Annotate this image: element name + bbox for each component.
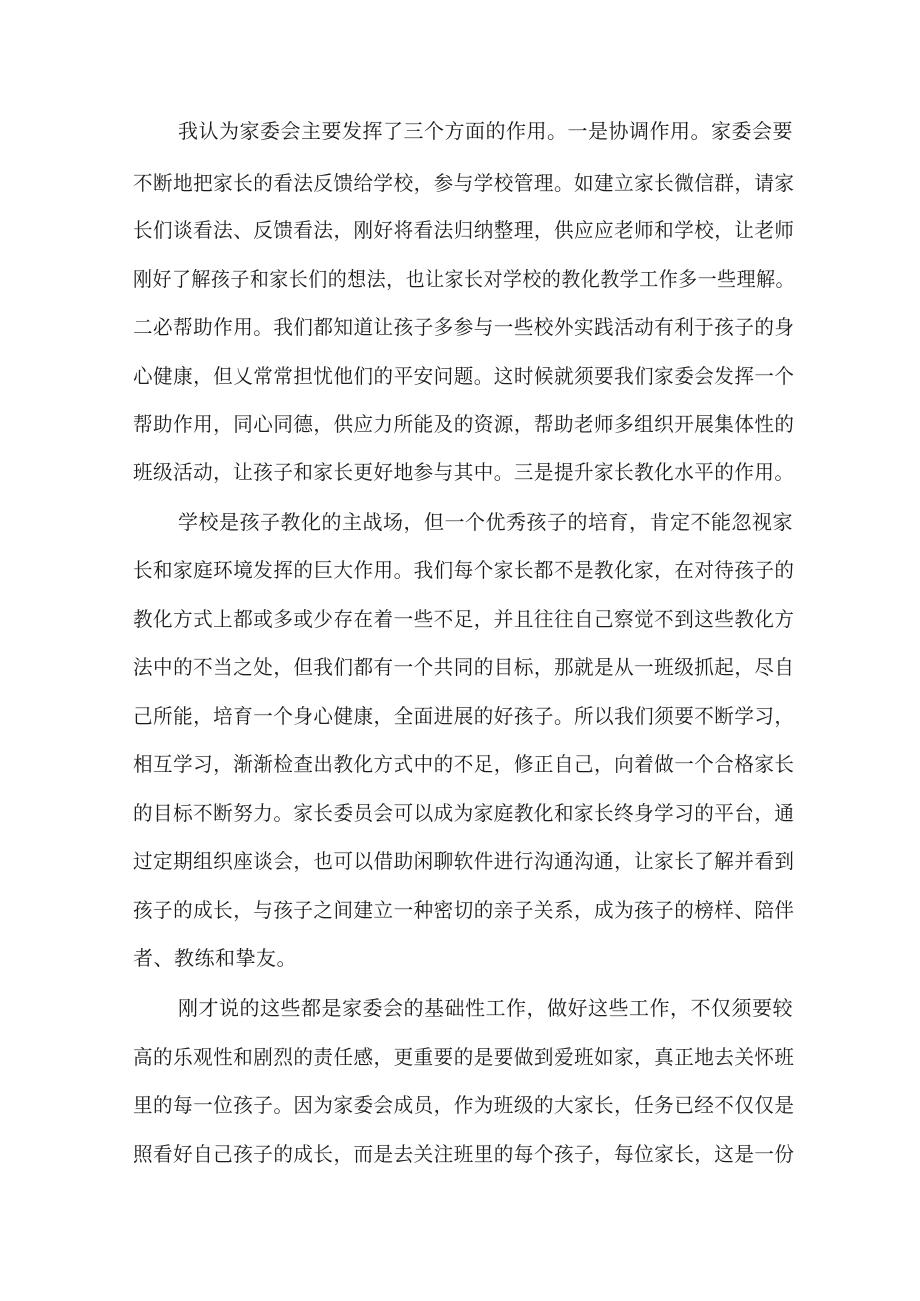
paragraph-3-line-1: 刚才说的这些都是家委会的基础性工作，做好这些工作，不仅须要较 [178, 996, 793, 1020]
paragraph-1-line-2: 不断地把家长的看法反馈给学校，参与学校管理。如建立家长微信群，请家 [133, 171, 795, 195]
paragraph-2-line-4: 法中的不当之处，但我们都有一个共同的目标，那就是从一班级抓起，尽自 [133, 655, 795, 679]
paragraph-2-line-3: 教化方式上都或多或少存在着一些不足，并且往往自己察觉不到这些教化方 [133, 607, 795, 631]
paragraph-1-line-7: 帮助作用，同心同德，供应力所能及的资源，帮助老师多组织开展集体性的 [133, 412, 795, 436]
paragraph-1-line-4: 刚好了解孩子和家长们的想法，也让家长对学校的教化教学工作多一些理解。 [133, 267, 796, 291]
paragraph-2-line-1: 学校是孩子教化的主战场，但一个优秀孩子的培育，肯定不能忽视家 [178, 510, 793, 534]
paragraph-3-line-4: 照看好自己孩子的成长，而是去关注班里的每个孩子，每位家长，这是一份 [133, 1142, 795, 1166]
paragraph-2-line-10: 者、教练和挚友。 [133, 946, 297, 970]
paragraph-2-line-5: 己所能，培育一个身心健康，全面进展的好孩子。所以我们须要不断学习， [133, 704, 795, 728]
paragraph-3-line-3: 里的每一位孩子。因为家委会成员，作为班级的大家长，任务已经不仅仅是 [133, 1093, 795, 1117]
paragraph-2-line-8: 过定期组织座谈会，也可以借助闲聊软件进行沟通沟通，让家长了解并看到 [133, 849, 795, 873]
paragraph-1-line-3: 长们谈看法、反馈看法，刚好将看法归纳整理，供应应老师和学校，让老师 [133, 218, 795, 242]
paragraph-1-line-1: 我认为家委会主要发挥了三个方面的作用。一是协调作用。家委会要 [178, 119, 793, 143]
paragraph-2-line-7: 的目标不断努力。家长委员会可以成为家庭教化和家长终身学习的平台，通 [133, 801, 795, 825]
paragraph-1-line-5: 二必帮助作用。我们都知道让孩子多参与一些校外实践活动有利于孩子的身 [133, 315, 795, 339]
paragraph-1-line-8: 班级活动，让孩子和家长更好地参与其中。三是提升家长教化水平的作用。 [133, 460, 795, 484]
paragraph-2-line-6: 相互学习，渐渐检查出教化方式中的不足，修正自己，向着做一个合格家长 [133, 752, 795, 776]
paragraph-2-line-2: 长和家庭环境发挥的巨大作用。我们每个家长都不是教化家，在对待孩子的 [133, 558, 795, 582]
paragraph-1-line-6: 心健康，但乂常常担忧他们的平安问题。这时候就须要我们家委会发挥一个 [133, 364, 795, 388]
paragraph-3-line-2: 高的乐观性和剧烈的责任感，更重要的是要做到爱班如家，真正地去关怀班 [133, 1045, 795, 1069]
paragraph-2-line-9: 孩子的成长，与孩子之间建立一种密切的亲子关系，成为孩子的榜样、陪伴 [133, 898, 795, 922]
